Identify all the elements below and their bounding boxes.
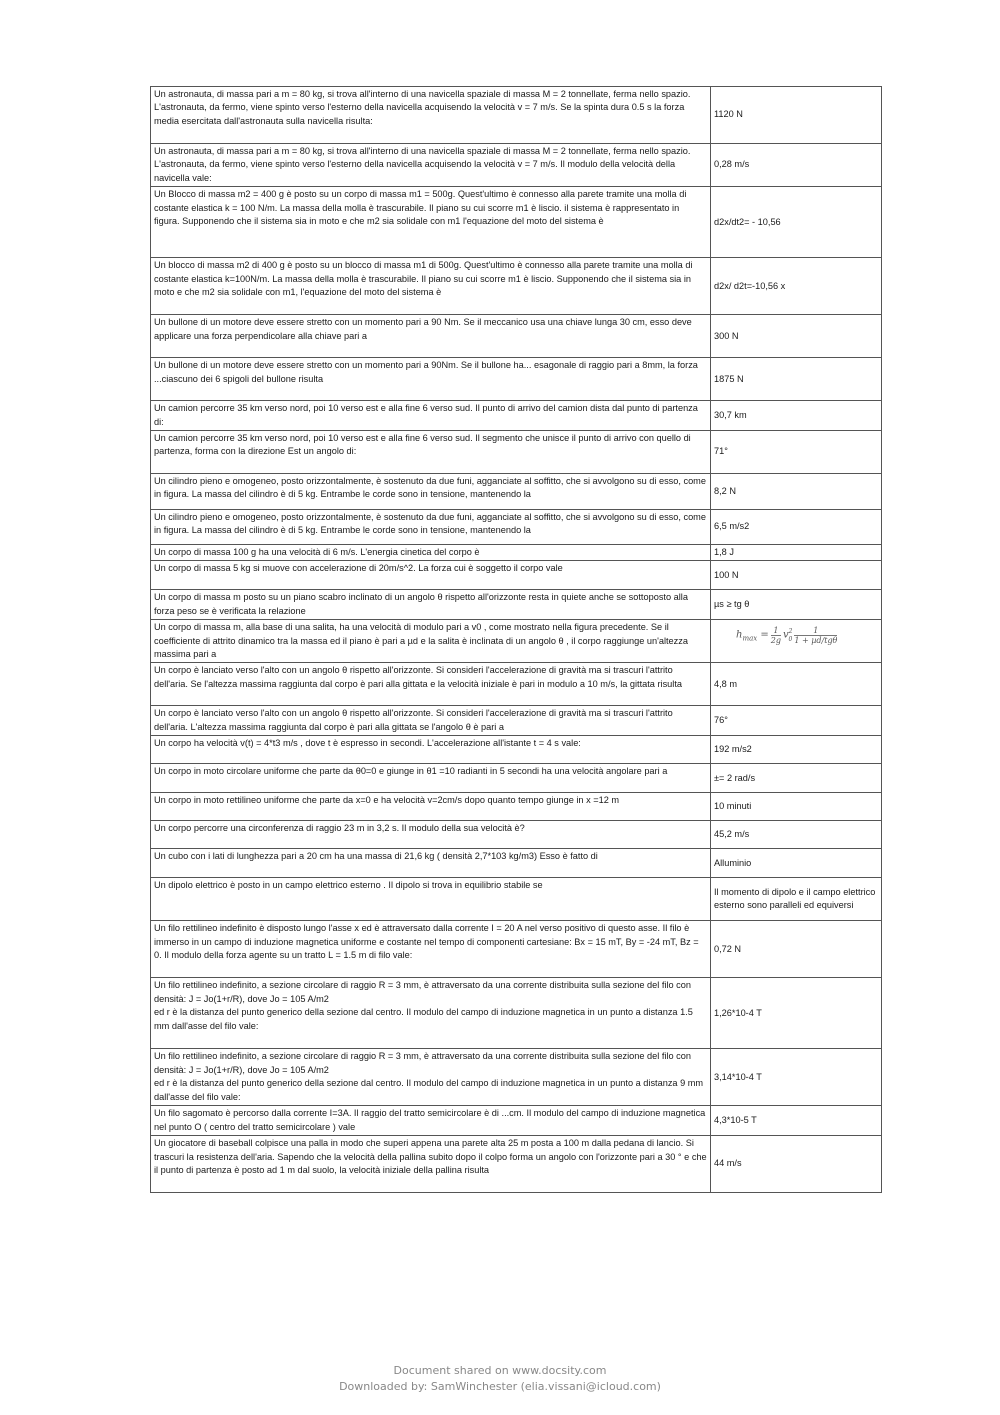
answer-cell: 8,2 N [711,474,882,510]
table-row [151,620,882,663]
question-cell: Un corpo ha velocità v(t) = 4*t3 m/s , dove t è espresso in secondi. L'accelerazione all'istante t = 4 s vale: [151,736,711,764]
question-cell: Un corpo è lanciato verso l'alto con un angolo θ rispetto all'orizzonte. Si consideri l'accelerazione di gravità ma si trascuri l'attrito dell'aria. L'altezza massima raggiunta dal corpo è pari alla gittata se l'angolo θ è pari a [151,706,711,736]
table-row [151,401,882,431]
formula-v-sup: 2 [788,628,793,636]
table-row [151,187,882,258]
formula-f2-num: 1 [794,626,837,636]
formula-f1-den: 2g [770,635,782,645]
table-row [151,258,882,315]
answer-cell: 3,14*10-4 T [711,1049,882,1106]
table-row [151,510,882,545]
table-row [151,315,882,358]
answer-cell: 71° [711,431,882,474]
formula-hmax [714,621,878,646]
table-row [151,358,882,401]
table-row [151,821,882,849]
answer-cell: 76° [711,706,882,736]
table-row [151,87,882,144]
question-cell: Un camion percorre 35 km verso nord, poi 10 verso est e alla fine 6 verso sud. Il punto di arrivo del camion dista dal punto di partenza di: [151,401,711,431]
answer-cell: Alluminio [711,849,882,878]
table-row [151,736,882,764]
table-row [151,474,882,510]
formula-f2-den: 1 + µd/tgθ [794,635,838,645]
answer-cell: 10 minuti [711,793,882,821]
question-cell: Un cilindro pieno e omogeneo, posto orizzontalmente, è sostenuto da due funi, agganciate al soffitto, che si avvolgono su di esso, come in figura. La massa del cilindro è di 5 kg. Entrambe le corde sono in tensione, mantenendo la [151,474,711,510]
table-row [151,545,882,561]
question-cell: Un corpo di massa m, alla base di una salita, ha una velocità di modulo pari a v0 , come mostrato nella figura precedente. Se il coefficiente di attrito dinamico tra la massa ed il piano è pari a µd e la salita è inclinata di un angolo θ , il corpo raggiunge un'altezza massima pari a [151,620,711,663]
question-cell: Un filo rettilineo indefinito, a sezione circolare di raggio R = 3 mm, è attraversato da una corrente distribuita sulla sezione del filo con densità: J = Jo(1+r/R), dove Jo = 105 A/m2 ed r è la distanza del punto generico della sezione dal centro. Il modulo del campo di induzione magnetica in un punto a distanza 1.5 mm dall'asse del filo vale: [151,978,711,1049]
question-cell: Un blocco di massa m2 di 400 g è posto su un blocco di massa m1 di 500g. Quest'ultimo è connesso alla parete tramite una molla di costante elastica k=100N/m. La massa della molla è trascurabile. Il piano su cui scorre m1 è liscio. Supponendo che il sistema sia in moto e che m2 sia solidale con m1, l'equazione del moto del sistema è [151,258,711,315]
table-row [151,663,882,706]
question-cell: Un dipolo elettrico è posto in un campo elettrico esterno . Il dipolo si trova in equilibrio stabile se [151,878,711,921]
table-row [151,978,882,1049]
table-row [151,706,882,736]
answer-cell: 4,8 m [711,663,882,706]
answer-cell: 1,26*10-4 T [711,978,882,1049]
table-row [151,921,882,978]
answer-cell: 192 m/s2 [711,736,882,764]
question-cell: Un corpo di massa 100 g ha una velocità di 6 m/s. L'energia cinetica del corpo è [151,545,711,561]
question-cell: Un corpo in moto circolare uniforme che parte da θ0=0 e giunge in θ1 =10 radianti in 5 secondi ha una velocità angolare pari a [151,764,711,793]
formula-f1-num: 1 [771,626,781,636]
answer-cell: 1875 N [711,358,882,401]
question-cell: Un cubo con i lati di lunghezza pari a 20 cm ha una massa di 21,6 kg ( densità 2,7*103 kg/m3) Esso è fatto di [151,849,711,878]
table-row [151,1049,882,1106]
table-row [151,590,882,620]
formula-lhs-sub: max [742,634,758,643]
question-cell: Un corpo di massa 5 kg si muove con accelerazione di 20m/s^2. La forza cui è soggetto il corpo vale [151,561,711,590]
table-row [151,1106,882,1136]
question-cell: Un corpo in moto rettilineo uniforme che parte da x=0 e ha velocità v=2cm/s dopo quanto tempo giunge in x =12 m [151,793,711,821]
answer-cell: 0,72 N [711,921,882,978]
answer-cell: 6,5 m/s2 [711,510,882,545]
question-cell: Un corpo di massa m posto su un piano scabro inclinato di un angolo θ rispetto all'orizzonte resta in quiete anche se sottoposto alla forza peso se è verificata la relazione [151,590,711,620]
answer-cell: Il momento di dipolo e il campo elettrico esterno sono paralleli ed equiversi [711,878,882,921]
question-cell: Un bullone di un motore deve essere stretto con un momento pari a 90Nm. Se il bullone ha... esagonale di raggio pari a 8mm, la forza ...ciascuno dei 6 spigoli del bullone risulta [151,358,711,401]
table-row [151,1136,882,1193]
answer-cell: µs ≥ tg θ [711,590,882,620]
question-cell: Un astronauta, di massa pari a m = 80 kg, si trova all'interno di una navicella spaziale di massa M = 2 tonnellate, ferma nello spazio. L'astronauta, da fermo, viene spinto verso l'esterno della navicella acquisendo la velocità v = 7 m/s. Se la spinta dura 0.5 s la forza media esercitata dall'astronauta sulla navicella risulta: [151,87,711,144]
formula-v: v [783,629,789,641]
question-cell: Un camion percorre 35 km verso nord, poi 10 verso est e alla fine 6 verso sud. Il segmento che unisce il punto di arrivo con quello di partenza, forma con la direzione Est un angolo di: [151,431,711,474]
answer-cell: 30,7 km [711,401,882,431]
answer-cell: d2x/dt2= - 10,56 [711,187,882,258]
formula-v-sub: 0 [788,635,793,643]
answer-cell: 0,28 m/s [711,144,882,187]
table-row [151,793,882,821]
table-row [151,144,882,187]
formula-equals: = [760,629,769,641]
answer-cell: 300 N [711,315,882,358]
question-cell: Un corpo è lanciato verso l'alto con un angolo θ rispetto all'orizzonte. Si consideri l'accelerazione di gravità ma si trascuri l'attrito dell'aria. Se l'altezza massima raggiunta dal corpo è pari alla gittata e la velocità iniziale è pari in modulo a 10 m/s, la gittata risulta [151,663,711,706]
question-cell: Un filo rettilineo indefinito è disposto lungo l'asse x ed è attraversato dalla corrente I = 20 A nel verso positivo di questo asse. Il filo è immerso in un campo di induzione magnetica uniforme e costante nel tempo di componenti cartesiane: Bx = 15 mT, By = -24 mT, Bz = 0. Il modulo della forza agente su un tratto L = 1.5 m di filo vale: [151,921,711,978]
question-cell: Un filo sagomato è percorso dalla corrente I=3A. Il raggio del tratto semicircolare è di ...cm. Il modulo del campo di induzione magnetica nel punto O ( centro del tratto semicircolare ) vale [151,1106,711,1136]
answer-cell [711,620,882,663]
answer-cell: d2x/ d2t=-10,56 x [711,258,882,315]
question-cell: Un cilindro pieno e omogeneo, posto orizzontalmente, è sostenuto da due funi, agganciate al soffitto, che si avvolgono su di esso, come in figura. La massa del cilindro è di 5 kg. Entrambe le corde sono in tensione, mantenendo la [151,510,711,545]
question-cell: Un bullone di un motore deve essere stretto con un momento pari a 90 Nm. Se il meccanico usa una chiave lunga 30 cm, esso deve applicare una forza perpendicolare alla chiave pari a [151,315,711,358]
table-row [151,849,882,878]
answer-cell: 1,8 J [711,545,882,561]
table-row [151,431,882,474]
formula-lhs: h [736,629,743,641]
answer-cell: 4,3*10-5 T [711,1106,882,1136]
formula-fraction-2 [794,626,837,645]
table-row [151,764,882,793]
question-cell: Un giocatore di baseball colpisce una palla in modo che superi appena una parete alta 25 m posta a 100 m dalla pedana di lancio. Si trascuri la resistenza dell'aria. Sapendo che la velocità della pallina subito dopo il colpo forma un angolo con l'orizzonte pari a 30 ° e che il punto di partenza è posto ad 1 m dal suolo, la velocità iniziale della pallina risulta [151,1136,711,1193]
answer-cell: 44 m/s [711,1136,882,1193]
qa-table-body [151,87,882,1193]
formula-fraction-1 [771,626,781,645]
question-cell: Un corpo percorre una circonferenza di raggio 23 m in 3,2 s. Il modulo della sua velocità è? [151,821,711,849]
footer-downloaded: Downloaded by: SamWinchester (elia.vissani@icloud.com) [339,1380,661,1393]
table-row [151,878,882,921]
answer-cell: ±= 2 rad/s [711,764,882,793]
footer-shared: Document shared on www.docsity.com [393,1364,607,1377]
answer-cell: 45,2 m/s [711,821,882,849]
question-cell: Un filo rettilineo indefinito, a sezione circolare di raggio R = 3 mm, è attraversato da una corrente distribuita sulla sezione del filo con densità: J = Jo(1+r/R), dove Jo = 105 A/m2 ed r è la distanza del punto generico della sezione dal centro. Il modulo del campo di induzione magnetica in un punto a distanza 9 mm dall'asse del filo vale: [151,1049,711,1106]
answer-cell: 1120 N [711,87,882,144]
table-row [151,561,882,590]
answer-cell: 100 N [711,561,882,590]
question-cell: Un astronauta, di massa pari a m = 80 kg, si trova all'interno di una navicella spaziale di massa M = 2 tonnellate, ferma nello spazio. L'astronauta, da fermo, viene spinto verso l'esterno della navicella acquisendo la velocità v = 7 m/s. Il modulo della velocità della navicella vale: [151,144,711,187]
question-cell: Un Blocco di massa m2 = 400 g è posto su un corpo di massa m1 = 500g. Quest'ultimo è connesso alla parete tramite una molla di costante elastica k = 100 N/m. La massa della molla è trascurabile. Il piano su cui scorre m1 è liscio. il sistema è rappresentato in figura. Supponendo che il sistema sia in moto e che m2 sia solidale con m1 l'equazione del moto del sistema è [151,187,711,258]
qa-table [150,86,882,1193]
